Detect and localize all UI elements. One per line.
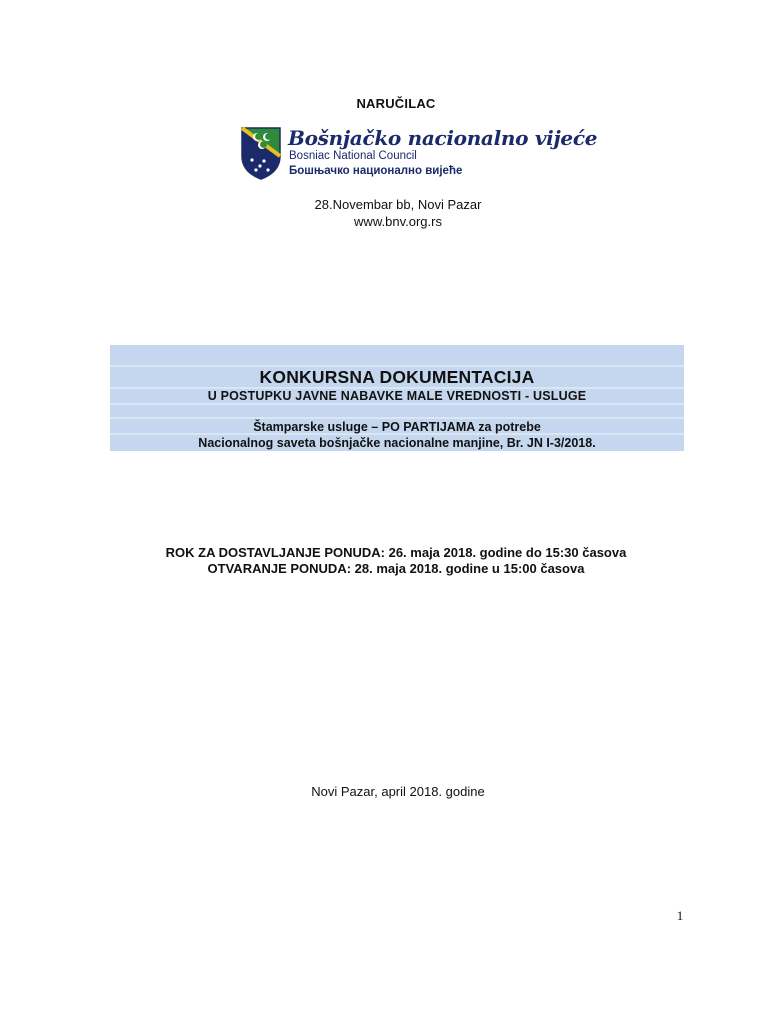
website: www.bnv.org.rs (354, 214, 442, 229)
title-band-divider (110, 403, 684, 405)
street-address: 28.Novembar bb, Novi Pazar (314, 197, 482, 212)
document-title: KONKURSNA DOKUMENTACIJA (259, 367, 535, 387)
procurement-subject (110, 419, 684, 451)
place-and-date: Novi Pazar, april 2018. godine (311, 784, 485, 799)
document-subtitle: U POSTUPKU JAVNE NABAVKE MALE VREDNOSTI - USLUGE (207, 389, 587, 403)
procurement-subject-line: Nacionalnog saveta bošnjačke nacionalne manjine, Br. JN I-3/2018. (198, 436, 596, 450)
procurement-subject-line: Štamparske usluge – PO PARTIJAMA za potrebe (253, 420, 541, 434)
title-box (110, 345, 684, 451)
address-block (0, 196, 770, 230)
crest-icon (240, 126, 282, 180)
deadlines-block (0, 545, 770, 577)
organization-logo (240, 126, 598, 184)
organization-name-cyrillic: Бошњачко национално вијеће (289, 165, 463, 177)
opening-date: OTVARANJE PONUDA: 28. maja 2018. godine u 15:00 časova (207, 561, 585, 576)
page-number: 1 (676, 908, 684, 923)
contracting-authority-label: NARUČILAC (356, 96, 436, 111)
submission-deadline: ROK ZA DOSTAVLJANJE PONUDA: 26. maja 2018. godine do 15:30 časova (165, 545, 627, 560)
organization-name: Bošnjačko nacionalno vijeće (288, 126, 598, 150)
organization-name-english: Bosniac National Council (289, 150, 417, 162)
